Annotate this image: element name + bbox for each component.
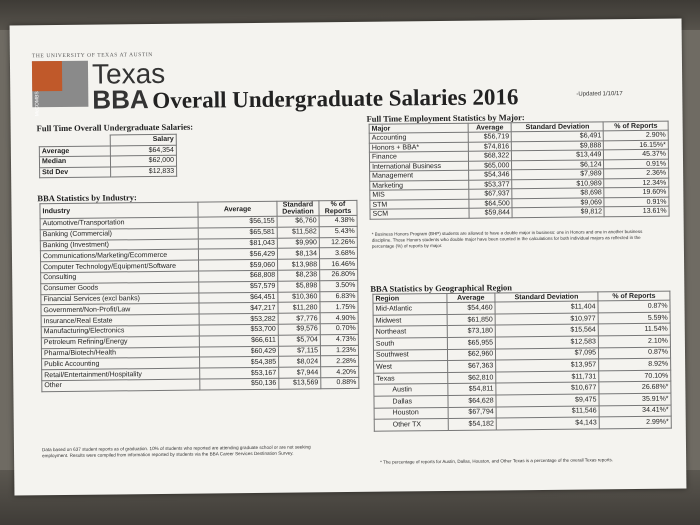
row-value: $64,354 xyxy=(110,145,176,156)
row-value: 2.36% xyxy=(604,168,669,178)
industry-stats-table xyxy=(39,200,359,392)
row-label: Accounting xyxy=(369,133,468,144)
row-value: 1.23% xyxy=(320,345,358,356)
row-value: 0.88% xyxy=(321,377,359,388)
row-value: $7,944 xyxy=(279,367,321,378)
row-value: $61,850 xyxy=(447,314,496,326)
row-value: $53,167 xyxy=(200,367,279,379)
major-stats-table xyxy=(369,121,670,220)
updated-date: -Updated 1/10/17 xyxy=(576,91,623,98)
salary-report-sheet xyxy=(10,18,687,495)
row-label: Public Accounting xyxy=(42,357,200,369)
std-dev-header: Standard Deviation xyxy=(277,201,319,216)
row-value: $65,581 xyxy=(198,227,277,239)
row-value: 16.15%* xyxy=(604,140,669,150)
row-value: $59,844 xyxy=(469,208,512,218)
row-value: 3.50% xyxy=(320,280,358,291)
major-header: Major xyxy=(369,123,468,133)
row-value: $7,095 xyxy=(496,348,599,361)
row-value: $8,024 xyxy=(279,356,321,367)
row-value: 2.28% xyxy=(321,356,359,367)
row-value: $13,988 xyxy=(278,259,320,270)
row-value: $50,136 xyxy=(200,378,279,390)
row-label: Financial Services (excl banks) xyxy=(41,293,199,305)
row-label: Communications/Marketing/Ecommerce xyxy=(40,249,198,261)
row-value: 45.37% xyxy=(604,149,669,159)
row-value: $65,955 xyxy=(447,337,496,349)
row-value: $13,569 xyxy=(279,378,321,389)
row-value: $54,385 xyxy=(200,357,279,369)
row-value: $9,069 xyxy=(512,198,604,208)
row-value: $73,180 xyxy=(447,325,496,337)
row-value: $62,960 xyxy=(447,349,496,361)
logo-bba-text: BBA xyxy=(92,84,149,115)
industry-header: Industry xyxy=(40,202,198,219)
row-value: $56,719 xyxy=(468,132,511,142)
row-value: $64,451 xyxy=(199,292,278,304)
page-title: Overall Undergraduate Salaries 2016 xyxy=(152,84,519,114)
row-value: $62,810 xyxy=(447,372,496,384)
row-value: $15,564 xyxy=(495,324,598,337)
row-label: Average xyxy=(39,145,110,156)
row-value: $66,611 xyxy=(199,335,278,347)
table-row xyxy=(374,416,671,431)
row-value: 8.92% xyxy=(599,358,671,370)
row-value: $62,000 xyxy=(110,155,176,166)
row-value: $53,700 xyxy=(199,324,278,336)
row-value: $54,811 xyxy=(448,383,497,395)
row-value: $8,134 xyxy=(277,248,319,259)
row-value: $57,579 xyxy=(199,281,278,293)
texas-footnote: * The percentage of reports for Austin, Dallas, Houston, and Other Texas is a percentage of the overall Texas reports. xyxy=(380,457,614,465)
row-value: $10,677 xyxy=(496,382,599,395)
reports-header: % of Reports xyxy=(598,291,670,301)
row-value: 6.83% xyxy=(320,291,358,302)
row-value: $54,460 xyxy=(447,302,496,314)
logo-side-text: McCOMBS xyxy=(34,91,41,117)
row-value: 2.99%* xyxy=(599,416,671,428)
row-value: 26.68%* xyxy=(599,382,671,394)
row-label: Computer Technology/Equipment/Software xyxy=(41,260,199,272)
row-value: $53,377 xyxy=(469,180,512,190)
logo-orange-block xyxy=(32,61,62,91)
row-value: $11,280 xyxy=(278,302,320,313)
row-value: 4.20% xyxy=(321,367,359,378)
row-value: 4.38% xyxy=(319,215,357,226)
row-label: Banking (Investment) xyxy=(40,239,198,251)
row-value: 1.75% xyxy=(320,302,358,313)
row-value: $67,794 xyxy=(448,407,497,419)
row-value: 0.87% xyxy=(598,347,670,359)
row-label: Banking (Commercial) xyxy=(40,228,198,240)
row-value: $11,404 xyxy=(495,301,598,314)
average-header: Average xyxy=(468,123,511,133)
row-label: Texas xyxy=(374,372,448,384)
row-value: 0.70% xyxy=(320,323,358,334)
row-value: $12,833 xyxy=(110,166,176,177)
std-dev-header: Standard Deviation xyxy=(495,292,598,302)
row-value: $11,582 xyxy=(277,227,319,238)
row-value: $11,731 xyxy=(496,371,599,384)
row-label: SCM xyxy=(370,209,469,220)
row-value: $74,816 xyxy=(468,142,511,152)
row-label: Dallas xyxy=(374,396,448,408)
row-label: International Business xyxy=(370,161,469,172)
mccombs-logo xyxy=(32,61,88,117)
row-value: 19.60% xyxy=(604,187,669,197)
row-value: 16.46% xyxy=(320,259,358,270)
row-value: $47,217 xyxy=(199,303,278,315)
row-label: Government/Non-Profit/Law xyxy=(41,303,199,315)
row-value: $64,500 xyxy=(469,199,512,209)
row-value: $5,704 xyxy=(278,335,320,346)
row-value: 5.59% xyxy=(598,312,670,324)
row-value: $7,776 xyxy=(278,313,320,324)
row-value: $59,060 xyxy=(199,259,278,271)
row-value: $54,346 xyxy=(469,170,512,180)
row-value: $8,698 xyxy=(512,188,604,198)
row-value: 2.10% xyxy=(598,335,670,347)
university-name: THE UNIVERSITY OF TEXAS AT AUSTIN xyxy=(31,52,153,60)
row-value: $56,429 xyxy=(198,249,277,261)
row-value: $9,576 xyxy=(278,324,320,335)
row-label: Midwest xyxy=(373,314,447,326)
average-header: Average xyxy=(447,293,496,303)
row-value: $13,957 xyxy=(496,359,599,372)
row-label: Petroleum Refining/Energy xyxy=(41,336,199,348)
row-label: Northeast xyxy=(373,326,447,338)
row-label: Southwest xyxy=(373,349,447,361)
row-value: 0.87% xyxy=(598,300,670,312)
row-value: 3.68% xyxy=(319,248,357,259)
row-label: STM xyxy=(370,199,469,210)
row-value: $65,000 xyxy=(468,161,511,171)
row-label: Std Dev xyxy=(40,166,111,177)
row-value: $4,143 xyxy=(496,417,599,430)
region-stats-title: BBA Statistics by Geographical Region xyxy=(370,282,513,294)
row-value: $64,628 xyxy=(448,395,497,407)
row-label: Retail/Entertainment/Hospitality xyxy=(42,368,200,380)
row-label: Insurance/Real Estate xyxy=(41,314,199,326)
row-value: 34.41%* xyxy=(599,405,671,417)
row-label: Finance xyxy=(369,152,468,163)
row-value: $54,182 xyxy=(448,418,497,430)
row-value: $7,989 xyxy=(512,169,604,179)
row-label: Median xyxy=(39,156,110,167)
row-value: 26.80% xyxy=(320,269,358,280)
row-value: $9,888 xyxy=(512,141,604,151)
row-value: 0.91% xyxy=(604,197,669,207)
std-dev-header: Standard Deviation xyxy=(511,122,603,132)
row-value: $6,491 xyxy=(512,131,604,141)
row-value: $12,583 xyxy=(495,336,598,349)
row-value: 5.43% xyxy=(319,226,357,237)
row-label: South xyxy=(373,338,447,350)
row-value: $8,238 xyxy=(278,270,320,281)
row-value: $67,937 xyxy=(469,189,512,199)
row-value: 4.73% xyxy=(320,334,358,345)
row-label: Other xyxy=(42,379,200,391)
table-row xyxy=(370,206,669,219)
industry-stats-title: BBA Statistics by Industry: xyxy=(37,192,137,204)
honors-footnote: * Business Honors Program (BHP) students are allowed to have a double major in business: one in Honors and one in another business discipline. Those Honors students who double major have been counted in the calculations for both individual majors as reflected in the percentage (%) of reports by major. xyxy=(371,228,643,249)
row-value: 4.90% xyxy=(320,313,358,324)
reports-header: % of Reports xyxy=(319,200,357,215)
row-value: 11.54% xyxy=(598,324,670,336)
row-value: $9,812 xyxy=(512,207,604,217)
row-value: 2.90% xyxy=(604,130,669,140)
overall-salaries-title: Full Time Overall Undergraduate Salaries: xyxy=(36,121,194,134)
row-label: Management xyxy=(370,171,469,182)
row-label: Marketing xyxy=(370,180,469,191)
row-label: Pharma/Biotech/Health xyxy=(41,347,199,359)
row-label: MIS xyxy=(370,190,469,201)
salary-column-header: Salary xyxy=(110,134,176,145)
row-value: $7,115 xyxy=(278,345,320,356)
row-label: Mid-Atlantic xyxy=(373,303,447,315)
row-value: $68,322 xyxy=(468,151,511,161)
row-value: $9,475 xyxy=(496,394,599,407)
reports-header: % of Reports xyxy=(604,121,669,131)
row-value: $56,155 xyxy=(198,216,277,228)
table-row xyxy=(42,377,359,391)
row-value: 0.91% xyxy=(604,159,669,169)
logo-texas-text: Texas xyxy=(91,57,166,90)
region-stats-table xyxy=(372,291,671,432)
table-row xyxy=(40,166,177,178)
row-value: 70.10% xyxy=(599,370,671,382)
row-value: $6,124 xyxy=(512,160,604,170)
row-value: $67,363 xyxy=(447,360,496,372)
row-label: Manufacturing/Electronics xyxy=(41,325,199,337)
region-header: Region xyxy=(373,293,447,303)
row-value: 12.34% xyxy=(604,178,669,188)
row-value: 12.26% xyxy=(319,237,357,248)
row-value: $53,282 xyxy=(199,313,278,325)
row-label: Consumer Goods xyxy=(41,282,199,294)
industry-footnote: Data based on 637 student reports as of graduation. 10% of students who reported are attending graduate school or are not seeking employment. Results were compiled from information reported by students via the BBA Career Services Destination Survey. xyxy=(41,444,311,459)
row-value: $9,990 xyxy=(277,237,319,248)
row-value: 13.61% xyxy=(604,206,669,216)
row-label: Houston xyxy=(374,407,448,419)
row-value: $6,760 xyxy=(277,216,319,227)
row-value: $60,429 xyxy=(199,346,278,358)
row-label: Other TX xyxy=(374,419,448,431)
row-value: $5,898 xyxy=(278,281,320,292)
row-label: Austin xyxy=(374,384,448,396)
row-value: $11,546 xyxy=(496,406,599,419)
row-label: Honors + BBA* xyxy=(369,142,468,153)
row-value: $68,808 xyxy=(199,270,278,282)
row-label: West xyxy=(374,361,448,373)
row-value: $13,449 xyxy=(512,150,604,160)
row-value: $10,989 xyxy=(512,179,604,189)
major-stats-title: Full Time Employment Statistics by Major: xyxy=(366,112,525,124)
row-value: $10,360 xyxy=(278,291,320,302)
row-label: Automotive/Transportation xyxy=(40,217,198,229)
row-label: Consulting xyxy=(41,271,199,283)
overall-salaries-table xyxy=(39,134,177,178)
row-value: $81,043 xyxy=(198,238,277,250)
row-value: $10,977 xyxy=(495,313,598,326)
row-value: 35.91%* xyxy=(599,393,671,405)
average-header: Average xyxy=(198,201,277,217)
